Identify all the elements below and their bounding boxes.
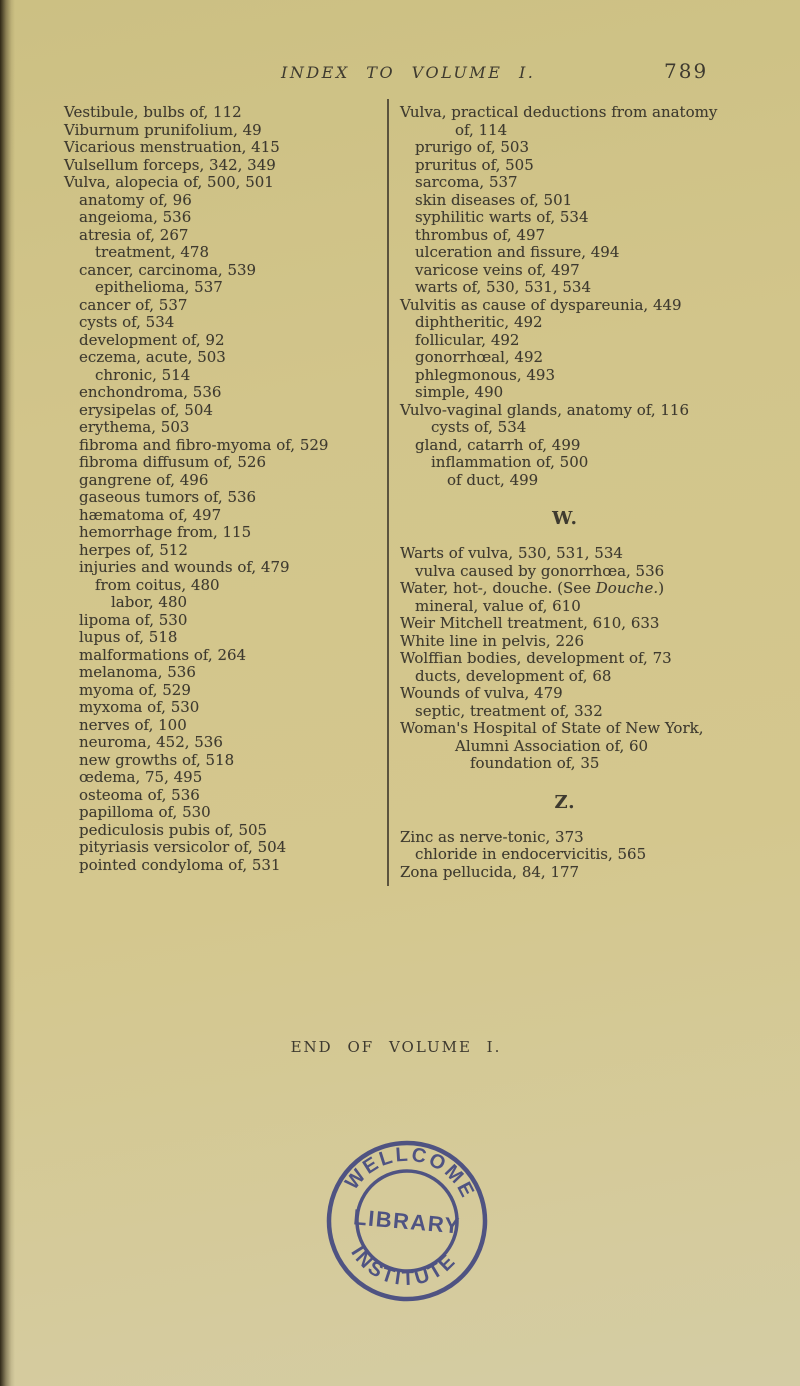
index-entry: Weir Mitchell treatment, 610, 633	[400, 614, 660, 632]
index-entry: syphilitic warts of, 534	[415, 208, 589, 226]
index-entry: mineral, value of, 610	[415, 596, 581, 615]
index-entry: of duct, 499	[447, 470, 539, 489]
end-of-volume-text: END OF VOLUME I.	[290, 1038, 502, 1056]
index-entry: treatment, 478	[95, 243, 210, 261]
index-entry: Zinc as nerve-tonic, 373	[400, 827, 584, 846]
index-entry: Alumni Association of, 60	[455, 736, 649, 755]
index-entry: gonorrhœal, 492	[415, 348, 544, 366]
index-entry: Vestibule, bulbs of, 112	[64, 103, 242, 121]
index-entry: Wounds of vulva, 479	[400, 684, 563, 702]
index-entry: hemorrhage from, 115	[79, 523, 252, 541]
index-entry: melanoma, 536	[79, 663, 196, 681]
index-entry: varicose veins of, 497	[415, 260, 580, 279]
index-entry: of, 114	[455, 120, 508, 139]
index-entry: Vulvitis as cause of dyspareunia, 449	[400, 295, 682, 314]
index-entry: cancer of, 537	[79, 295, 188, 314]
index-entry: lipoma of, 530	[79, 610, 188, 629]
index-entry: cysts of, 534	[79, 313, 175, 331]
index-entry: skin diseases of, 501	[415, 190, 573, 209]
section-heading: W.	[552, 508, 578, 529]
index-entry: development of, 92	[79, 330, 225, 349]
index-entry: lupus of, 518	[79, 628, 178, 646]
index-entry: enchondroma, 536	[79, 383, 222, 401]
index-entry: osteoma of, 536	[79, 785, 200, 804]
index-entry: cancer, carcinoma, 539	[79, 260, 257, 279]
index-entry: injuries and wounds of, 479	[79, 558, 290, 576]
index-entry: myxoma of, 530	[79, 698, 200, 716]
index-entry: ducts, development of, 68	[415, 666, 612, 685]
index-entry: chloride in endocervicitis, 565	[415, 845, 647, 863]
index-entry: cysts of, 534	[431, 418, 527, 436]
index-entry: anatomy of, 96	[79, 190, 192, 209]
page-number: 789	[664, 59, 709, 83]
index-column-left	[64, 104, 386, 874]
index-entry: Vulva, practical deductions from anatomy	[400, 103, 718, 121]
index-entry: neuroma, 452, 536	[79, 733, 223, 751]
index-entry: fibroma diffusum of, 526	[79, 453, 267, 471]
index-entry: Zona pellucida, 84, 177	[400, 862, 580, 881]
index-entry: gland, catarrh of, 499	[415, 435, 581, 454]
index-entry: White line in pelvis, 226	[400, 631, 585, 650]
index-entry: septic, treatment of, 332	[415, 701, 603, 720]
index-entry: Vicarious menstruation, 415	[64, 138, 280, 156]
index-entry: labor, 480	[111, 593, 188, 611]
index-column-right	[400, 104, 745, 881]
index-entry: pointed condyloma of, 531	[79, 855, 281, 874]
index-entry: œdema, 75, 495	[79, 768, 203, 786]
index-entry: myoma of, 529	[79, 680, 191, 699]
index-entry: simple, 490	[415, 383, 504, 401]
index-entry: malformations of, 264	[79, 645, 247, 664]
index-entry: Viburnum prunifolium, 49	[64, 120, 262, 139]
page-gutter-shadow	[0, 0, 15, 1386]
stamp-bottom-text: INSTITUTE	[346, 1242, 461, 1291]
index-entry: Wolffian bodies, development of, 73	[400, 649, 672, 667]
index-entry: diphtheritic, 492	[415, 313, 543, 331]
index-entry: fibroma and fibro-myoma of, 529	[79, 435, 329, 454]
library-stamp	[320, 1134, 494, 1308]
index-entry: pediculosis pubis of, 505	[79, 820, 268, 839]
index-entry: follicular, 492	[415, 330, 520, 349]
index-entry: atresia of, 267	[79, 225, 189, 244]
index-entry: new growths of, 518	[79, 750, 235, 769]
index-entry: nerves of, 100	[79, 715, 187, 734]
index-entry: gaseous tumors of, 536	[79, 488, 257, 506]
index-entry: phlegmonous, 493	[415, 365, 556, 384]
index-entry: Woman's Hospital of State of New York,	[400, 719, 704, 737]
index-entry: warts of, 530, 531, 534	[415, 278, 591, 296]
index-entry: inflammation of, 500	[431, 453, 589, 471]
index-entry: vulva caused by gonorrhœa, 536	[415, 561, 665, 580]
index-entry: sarcoma, 537	[415, 173, 518, 191]
page-header-title: INDEX TO VOLUME I.	[281, 63, 536, 82]
index-entry: Vulvo-vaginal glands, anatomy of, 116	[400, 400, 690, 419]
index-entry: foundation of, 35	[470, 754, 600, 772]
index-entry: hæmatoma of, 497	[79, 505, 222, 524]
index-entry: herpes of, 512	[79, 540, 188, 559]
column-divider	[387, 99, 389, 886]
index-entry: papilloma of, 530	[79, 803, 211, 821]
index-entry: from coitus, 480	[95, 575, 220, 594]
index-entry: Vulsellum forceps, 342, 349	[64, 155, 276, 174]
index-entry: Warts of vulva, 530, 531, 534	[400, 544, 623, 562]
index-entry: chronic, 514	[95, 365, 191, 384]
index-entry: erythema, 503	[79, 418, 190, 436]
index-entry: prurigo of, 503	[415, 138, 530, 156]
index-entry: thrombus of, 497	[415, 225, 546, 244]
index-entry: erysipelas of, 504	[79, 400, 213, 419]
index-entry: eczema, acute, 503	[79, 348, 226, 366]
index-entry: pruritus of, 505	[415, 155, 534, 174]
index-entry: Vulva, alopecia of, 500, 501	[64, 173, 274, 191]
index-entry: pityriasis versicolor of, 504	[79, 838, 287, 856]
index-entry: angeioma, 536	[79, 208, 192, 226]
stamp-middle-text: LIBRARY	[352, 1204, 462, 1239]
index-entry: epithelioma, 537	[95, 278, 223, 296]
index-entry: Water, hot-, douche. (See Douche.)	[400, 579, 665, 597]
section-heading: Z.	[554, 791, 576, 813]
index-entry: ulceration and fissure, 494	[415, 243, 620, 261]
stamp-top-text: WELLCOME	[341, 1143, 480, 1203]
index-entry: gangrene of, 496	[79, 470, 209, 489]
